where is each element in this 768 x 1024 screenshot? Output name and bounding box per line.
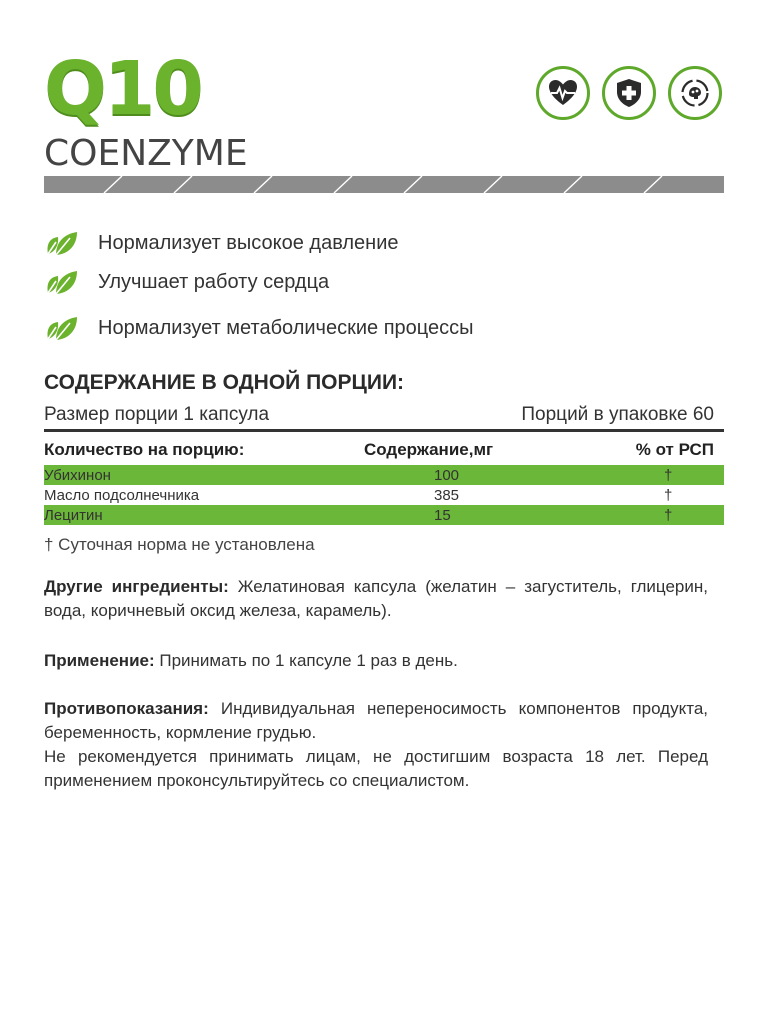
table-row: [44, 505, 724, 525]
nutrition-table: [44, 465, 724, 525]
product-logo: Q10: [44, 46, 201, 132]
contraindications-label: Противопоказания:: [44, 699, 209, 718]
column-header: Содержание,мг: [364, 440, 494, 459]
brain-cycle-icon: [668, 66, 722, 120]
divider: [44, 429, 724, 432]
column-header: % от РСП: [635, 440, 714, 459]
heart-icon: [536, 66, 590, 120]
ingredient-amount: 15: [434, 507, 451, 524]
other-ingredients-label: Другие ингредиенты:: [44, 577, 229, 596]
table-header: [44, 436, 724, 464]
decorative-band: [44, 176, 724, 193]
product-subtitle: COENZYME: [44, 133, 248, 174]
ingredient-dv: †: [664, 467, 673, 484]
table-row: [44, 465, 724, 485]
table-row: [44, 485, 724, 505]
serving-size: Размер порции 1 капсула: [44, 404, 270, 425]
other-ingredients-text: Желатиновая капсула (желатин – загуститель, глицерин, вода, коричневый оксид железа, карамель).: [44, 577, 708, 620]
usage: [44, 649, 708, 673]
serving-info: [44, 400, 724, 430]
contraindications-text: Индивидуальная непереносимость компонентов продукта, беременность, кормление грудью.: [44, 699, 708, 742]
benefit-text: Нормализует высокое давление: [98, 231, 399, 254]
leaf-icon: [44, 228, 80, 258]
ingredient-amount: 385: [434, 487, 460, 504]
benefit-item: [44, 226, 399, 260]
benefit-text: Улучшает работу сердца: [98, 270, 330, 293]
benefit-item: [44, 265, 329, 299]
ingredient-name: Убихинон: [44, 467, 111, 484]
shield-cross-icon: [602, 66, 656, 120]
age-warning: Не рекомендуется принимать лицам, не достигшим возраста 18 лет. Перед применением проконсультируйтесь со специалистом.: [44, 747, 708, 790]
ingredient-amount: 100: [434, 467, 460, 484]
leaf-icon: [44, 267, 80, 297]
ingredient-dv: †: [664, 487, 673, 504]
ingredient-name: Масло подсолнечника: [44, 487, 200, 504]
column-header: Количество на порцию:: [44, 440, 245, 459]
other-ingredients: [44, 575, 708, 623]
usage-label: Применение:: [44, 651, 155, 670]
nutrition-title: СОДЕРЖАНИЕ В ОДНОЙ ПОРЦИИ:: [44, 371, 405, 394]
dv-footnote: † Суточная норма не установлена: [44, 535, 315, 554]
ingredient-name: Лецитин: [44, 507, 103, 524]
usage-text: Принимать по 1 капсуле 1 раз в день.: [154, 651, 458, 670]
feature-badges: [536, 66, 722, 120]
benefit-text: Нормализует метаболические процессы: [98, 316, 474, 339]
servings-per-container: Порций в упаковке 60: [521, 404, 714, 425]
ingredient-dv: †: [664, 507, 673, 524]
benefit-item: [44, 311, 474, 345]
contraindications: [44, 697, 708, 745]
leaf-icon: [44, 313, 80, 343]
